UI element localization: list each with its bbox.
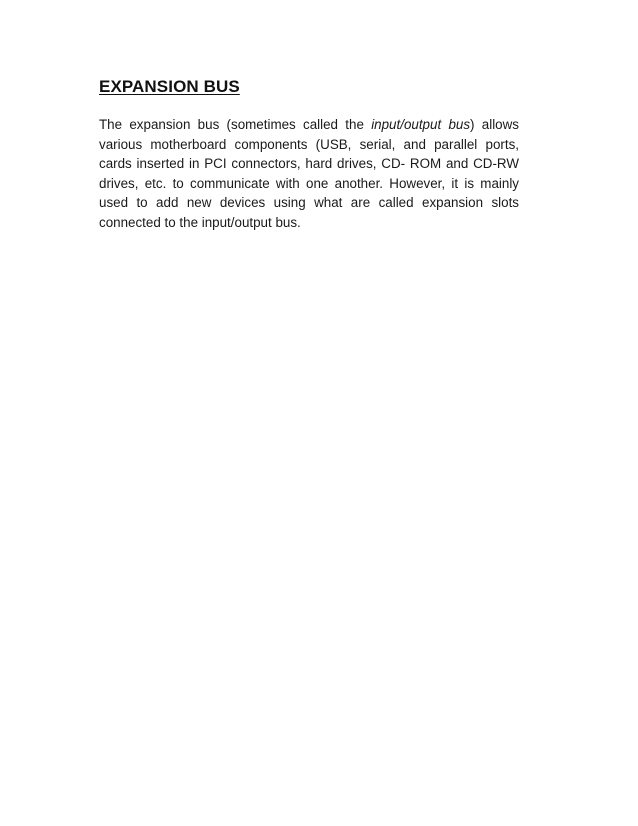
paragraph-text-end: ) allows various motherboard components (USB, serial, and parallel ports, cards inserted in PCI connectors, hard drives, CD- ROM and CD-RW drives, etc. to communicate with one another. However, it is mainly used to add new devices using what are called expansion slots connected to the input/output bus. [99,117,519,230]
section-heading: EXPANSION BUS [99,77,240,96]
paragraph-emphasis: input/output bus [371,117,471,132]
paragraph-text-start: The expansion bus (sometimes called the [99,117,372,132]
body-paragraph [99,115,519,233]
